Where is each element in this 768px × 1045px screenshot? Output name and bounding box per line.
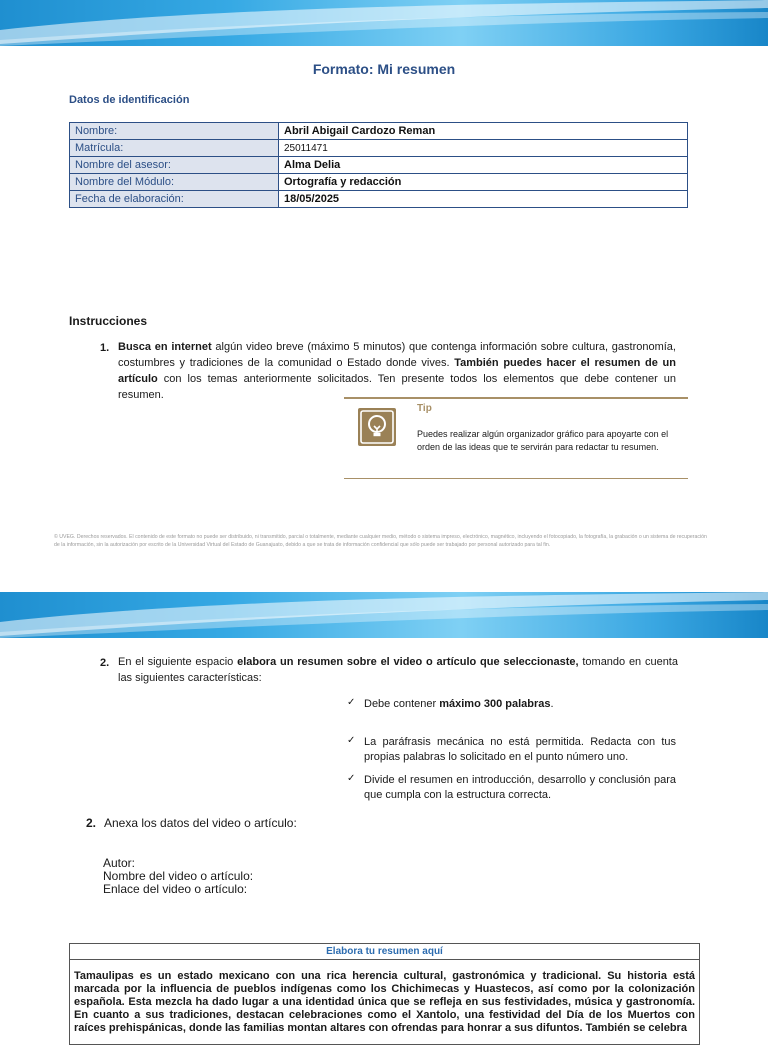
row-value: 25011471 bbox=[279, 140, 688, 157]
checklist-text-a: Debe contener bbox=[364, 698, 440, 710]
table-row bbox=[70, 191, 688, 208]
identification-table bbox=[69, 122, 688, 208]
checkmark-icon: ✓ bbox=[347, 735, 356, 746]
copyright-notice: © UVEG. Derechos reservados. El contenido de este formato no puede ser distribuido, ni transmitido, parcial o totalmente, mediante cualquier medio, método o sistema impreso, electrónico, magnético, incluyendo el fotocopiado, la fotografía, la grabación o un sistema de recuperación de la información, sin la autorización por escrito de la Universidad Virtual del Estado de Guanajuato, debido a que se trata de información confidencial que sólo puede ser trabajado por personal autorizado para tal fin. bbox=[54, 534, 707, 548]
step-1-bold-lead: Busca en internet bbox=[118, 341, 212, 353]
step-1-text bbox=[118, 339, 676, 403]
checklist-item bbox=[364, 697, 676, 712]
table-row bbox=[70, 174, 688, 191]
header-banner bbox=[0, 0, 768, 46]
table-row bbox=[70, 123, 688, 140]
step-2-text-b: tomando en cuenta las siguientes características: bbox=[118, 656, 678, 684]
row-value: Abril Abigail Cardozo Reman bbox=[279, 123, 688, 140]
step-number: 2. bbox=[100, 657, 110, 669]
tip-text: Puedes realizar algún organizador gráfico para apoyarte con el orden de las ideas que te servirán para redactar tu resumen. bbox=[417, 429, 669, 452]
instructions-heading: Instrucciones bbox=[69, 314, 148, 328]
row-label: Nombre: bbox=[70, 123, 279, 140]
checklist-bold: máximo 300 palabras bbox=[439, 698, 551, 710]
step-2-text-a: En el siguiente espacio bbox=[118, 656, 238, 668]
row-label: Matrícula: bbox=[70, 140, 279, 157]
tip-box bbox=[344, 397, 688, 479]
video-link-field: Enlace del video o artículo: bbox=[103, 882, 248, 896]
row-value: Ortografía y redacción bbox=[279, 174, 688, 191]
section-label: Datos de identificación bbox=[69, 94, 190, 106]
row-label: Nombre del asesor: bbox=[70, 157, 279, 174]
header-banner bbox=[0, 592, 768, 638]
row-label: Nombre del Módulo: bbox=[70, 174, 279, 191]
step-1-text-b: con los temas anteriormente solicitados. Ten presente todos los elementos que debe contener un resumen. bbox=[118, 373, 676, 401]
step-number: 1. bbox=[100, 342, 110, 354]
step-1-text-a: algún video breve (máximo 5 minutos) que contenga información sobre cultura, gastronomía, costumbres y tradiciones de la comunidad o Estado donde vives. bbox=[118, 341, 676, 369]
checklist-text-b: . bbox=[550, 698, 554, 710]
checkmark-icon: ✓ bbox=[347, 697, 356, 708]
checklist-text-a: La paráfrasis mecánica no está permitida. Redacta con tus propias palabras lo solicitado en el punto número uno. bbox=[364, 736, 676, 763]
step-2-bold: elabora un resumen sobre el video o artículo que seleccionaste, bbox=[237, 656, 579, 668]
step-3-text: Anexa los datos del video o artículo: bbox=[104, 816, 297, 830]
summary-heading: Elabora tu resumen aquí bbox=[70, 944, 699, 960]
author-field: Autor: bbox=[103, 856, 136, 870]
table-row bbox=[70, 157, 688, 174]
row-value: 18/05/2025 bbox=[279, 191, 688, 208]
row-label: Fecha de elaboración: bbox=[70, 191, 279, 208]
lightbulb-icon bbox=[358, 408, 396, 446]
checkmark-icon: ✓ bbox=[347, 773, 356, 784]
step-1-bold-mid: También puedes hacer el resumen de un artículo bbox=[118, 357, 676, 385]
checklist-item bbox=[364, 773, 676, 803]
checklist-text-a: Divide el resumen en introducción, desarrollo y conclusión para que cumpla con la estructura correcta. bbox=[364, 774, 676, 801]
summary-box[interactable] bbox=[69, 943, 700, 1045]
video-name-field: Nombre del video o artículo: bbox=[103, 869, 254, 883]
summary-text[interactable]: Tamaulipas es un estado mexicano con una rica herencia cultural, gastronómica y tradicional. Su historia está marcada por la influencia de pueblos indígenas como los Chichimecas y Huastecos, así como por la colonización española. Esta mezcla ha dado lugar a una identidad única que se refleja en sus festividades, música y gastronomía. En cuanto a sus tradiciones, destacan celebraciones como el Xantolo, una festividad del Día de los Muertos con raíces prehispánicas, donde las familias montan altares con ofrendas para honrar a sus difuntos. También se celebra bbox=[74, 970, 695, 1034]
row-value: Alma Delia bbox=[279, 157, 688, 174]
checklist-item bbox=[364, 735, 676, 765]
tip-title: Tip bbox=[417, 403, 432, 414]
step-number: 2. bbox=[86, 816, 97, 830]
step-2-text bbox=[118, 654, 678, 686]
table-row bbox=[70, 140, 688, 157]
document-title: Formato: Mi resumen bbox=[312, 61, 456, 77]
